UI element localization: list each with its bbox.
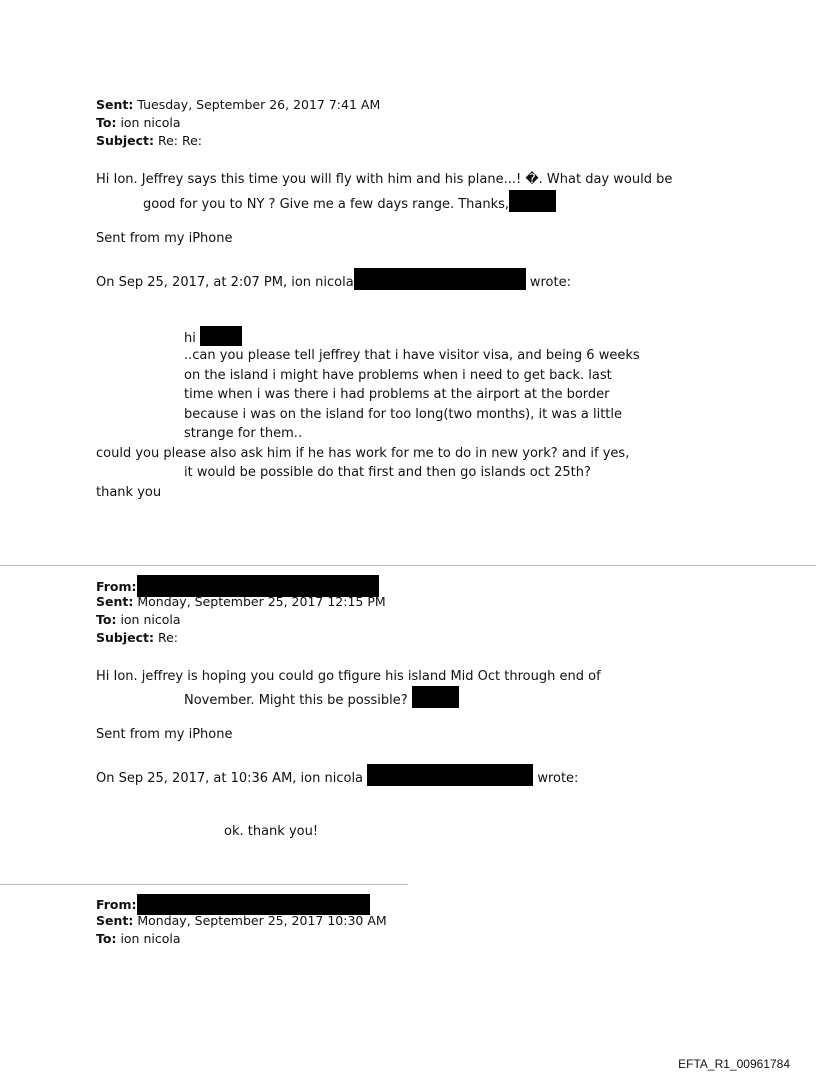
body-text: November. Might this be possible? [184, 693, 408, 708]
quoted1-line: it would be possible do that first and then go islands oct 25th? [184, 465, 591, 480]
sent-label: Sent: [96, 594, 134, 609]
quoted1-line: ..can you please tell jeffrey that i have visitor visa, and being 6 weeks [184, 348, 640, 363]
email2-subject-row [96, 629, 178, 647]
email1-to-row [96, 114, 181, 132]
subject-value: Re: [157, 630, 179, 645]
email2-signature: Sent from my iPhone [96, 727, 233, 742]
redaction-block [200, 326, 242, 346]
sent-value: Monday, September 25, 2017 12:15 PM [137, 594, 386, 609]
email1-quote-intro [96, 268, 571, 292]
quoted1-line: could you please also ask him if he has work for me to do in new york? and if yes, [96, 446, 630, 461]
sent-label: Sent: [96, 97, 134, 112]
quoted1-closing: thank you [96, 485, 162, 500]
email1-body-line2 [143, 190, 556, 214]
quote-intro-wrote: wrote: [529, 275, 571, 290]
redaction-block [367, 764, 533, 786]
to-label: To: [96, 931, 117, 946]
email1-body-line1: Hi Ion. Jeffrey says this time you will fly with him and his plane...! �. What day would be [96, 172, 673, 187]
quoted1-greeting [184, 326, 242, 348]
subject-label: Subject: [96, 630, 154, 645]
message-divider [0, 565, 816, 566]
message-divider [0, 884, 408, 885]
email2-sent-row [96, 593, 386, 611]
sent-value: Monday, September 25, 2017 10:30 AM [137, 913, 387, 928]
email2-to-row [96, 611, 181, 629]
to-label: To: [96, 612, 117, 627]
sent-label: Sent: [96, 913, 134, 928]
email2-body-line2 [184, 686, 459, 710]
document-id: EFTA_R1_00961784 [678, 1057, 790, 1071]
redaction-block [412, 686, 459, 708]
quote-intro-text: On Sep 25, 2017, at 10:36 AM, ion nicola [96, 771, 364, 786]
quoted2-reply: ok. thank you! [224, 824, 319, 839]
body-text: good for you to NY ? Give me a few days range. Thanks, [143, 197, 510, 212]
to-value: ion nicola [120, 931, 181, 946]
email1-sent-row [96, 96, 380, 114]
subject-value: Re: Re: [157, 133, 203, 148]
quoted1-line: time when i was there i had problems at the airport at the border [184, 387, 610, 402]
to-value: ion nicola [120, 612, 181, 627]
greeting-text: hi [184, 331, 196, 346]
email3-to-row [96, 930, 181, 948]
quoted1-line: strange for them.. [184, 426, 303, 441]
subject-label: Subject: [96, 133, 154, 148]
quoted1-line: on the island i might have problems when i need to get back. last [184, 368, 612, 383]
email2-body-line1: Hi Ion. jeffrey is hoping you could go tfigure his island Mid Oct through end of [96, 669, 601, 684]
quote-intro-wrote: wrote: [537, 771, 579, 786]
email3-sent-row [96, 912, 387, 930]
to-label: To: [96, 115, 117, 130]
to-value: ion nicola [120, 115, 181, 130]
from-label: From: [96, 579, 137, 594]
quote-intro-text: On Sep 25, 2017, at 2:07 PM, ion nicola [96, 275, 354, 290]
email1-signature: Sent from my iPhone [96, 231, 233, 246]
email2-quote-intro [96, 764, 578, 788]
quoted1-line: because i was on the island for too long(two months), it was a little [184, 407, 622, 422]
redaction-block [354, 268, 526, 290]
redaction-block [509, 190, 556, 212]
sent-value: Tuesday, September 26, 2017 7:41 AM [137, 97, 381, 112]
email1-subject-row [96, 132, 202, 150]
from-label: From: [96, 897, 137, 912]
